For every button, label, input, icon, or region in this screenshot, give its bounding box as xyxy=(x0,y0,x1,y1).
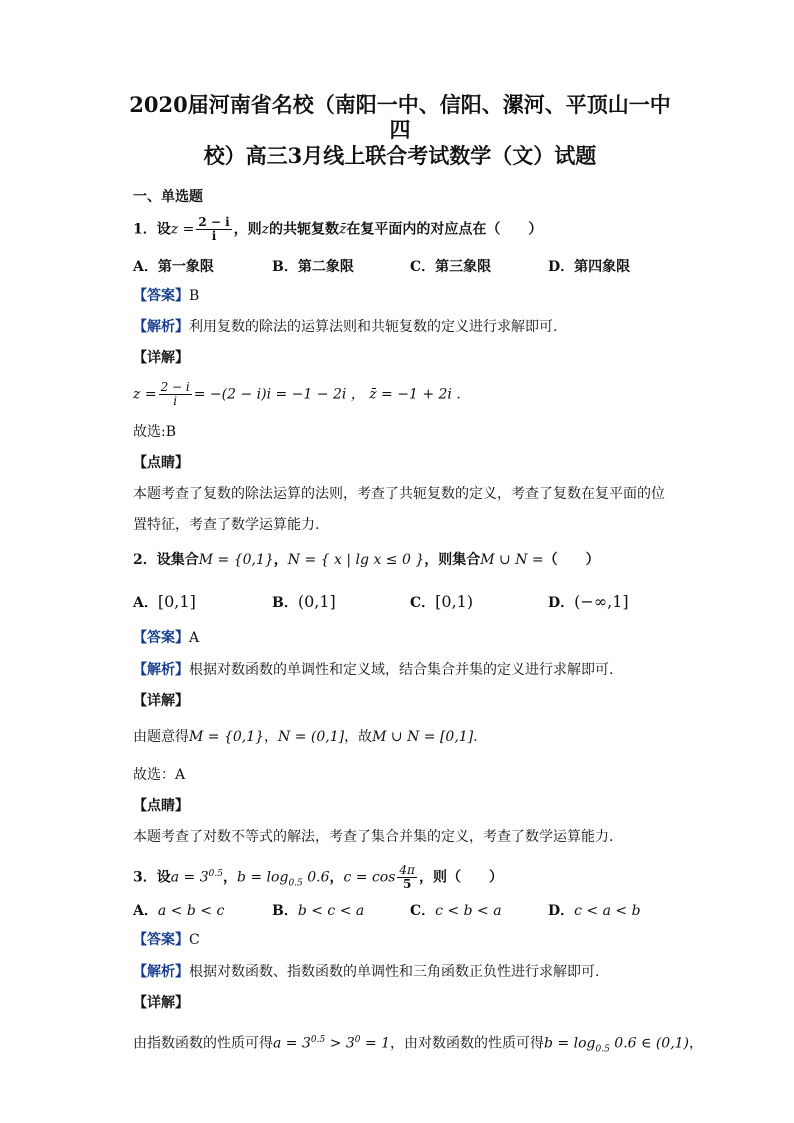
q3-answer: 【答案】C xyxy=(133,932,200,948)
q1-comment-label: 【点睛】 xyxy=(133,455,189,471)
q2-choose: 故选：A xyxy=(133,767,186,783)
q3-option-c: C．c < b < a xyxy=(410,903,502,919)
q3-detail-label: 【详解】 xyxy=(133,995,189,1011)
q1-option-c: C．第三象限 xyxy=(410,259,492,275)
q1-choose: 故选:B xyxy=(133,424,177,440)
q3-detail: 由指数函数的性质可得$a = 3^{0.5} > 3^0 = 1$，由对数函数的性质可得$b = \log_{0.5} 0.6$ ∈ (0,1)， xyxy=(133,1035,704,1055)
q1-option-d: D．第四象限 xyxy=(548,259,631,275)
q2-detail: 由题意得M = {0,1}，N = (0,1]，故M ∪ N = [0,1]. xyxy=(133,729,478,745)
q3-option-d: D．c < a < b xyxy=(548,903,641,919)
q1-detail-label: 【详解】 xyxy=(133,350,189,366)
q1-detail-equation: z = $\frac{2 - i}{i}$ = −(2 − i)i = −1 − 2i ， z̄ = −1 + 2i . xyxy=(133,380,461,409)
q2-option-c: C．[0,1) xyxy=(410,592,474,611)
section-heading: 一、单选题 xyxy=(133,189,203,205)
q1-comment-line-1: 本题考查了复数的除法运算的法则，考查了共轭复数的定义，考查了复数在复平面的位 xyxy=(133,486,665,502)
q2-option-a: A．[0,1] xyxy=(133,592,196,611)
q1-answer: 【答案】B xyxy=(133,288,200,304)
q2-stem: 2．设集合M = {0,1}，N = { x | lg x ≤ 0 }，则集合M ∪ N =（ ） xyxy=(133,552,600,568)
q1-detail-fraction: $\frac{2 - i}{i}$ xyxy=(160,380,190,409)
q1-option-a: A．第一象限 xyxy=(133,259,214,275)
q2-comment: 本题考查了对数不等式的解法，考查了集合并集的定义，考查了数学运算能力. xyxy=(133,829,614,845)
q3-option-a: A．a < b < c xyxy=(133,903,225,919)
q1-stem: 1．设z = $\frac{2 - i}{i}$ ，则z的共轭复数z̄在复平面内的对应点在（ ） xyxy=(133,215,543,244)
q1-fraction: $\frac{2 - i}{i}$ xyxy=(198,215,230,244)
document-title-line-2: 校）高三3月线上联合考试数学（文）试题 xyxy=(203,143,597,168)
q3-stem: 3．设$a = 3^{0.5}$，$b = \log_{0.5} 0.6$，c = cos $\frac{4\pi}{5}$ ，则（ ） xyxy=(133,863,503,892)
q1-option-b: B．第二象限 xyxy=(272,259,354,275)
q1-analysis: 【解析】利用复数的除法的运算法则和共轭复数的定义进行求解即可. xyxy=(133,319,558,335)
document-title-line-1: 2020届河南省名校（南阳一中、信阳、漯河、平顶山一中四 xyxy=(129,92,671,143)
q2-comment-label: 【点睛】 xyxy=(133,798,189,814)
q1-comment-line-2: 置特征，考查了数学运算能力. xyxy=(133,517,320,533)
q2-analysis: 【解析】根据对数函数的单调性和定义域，结合集合并集的定义进行求解即可. xyxy=(133,662,614,678)
q2-option-d: D．(−∞,1] xyxy=(548,592,629,611)
q3-option-b: B．b < c < a xyxy=(272,903,365,919)
q2-answer: 【答案】A xyxy=(133,630,200,646)
q2-detail-label: 【详解】 xyxy=(133,693,189,709)
q2-option-b: B．(0,1] xyxy=(272,592,336,611)
q3-analysis: 【解析】根据对数函数、指数函数的单调性和三角函数正负性进行求解即可. xyxy=(133,964,600,980)
q3-fraction: $\frac{4\pi}{5}$ xyxy=(399,863,415,892)
